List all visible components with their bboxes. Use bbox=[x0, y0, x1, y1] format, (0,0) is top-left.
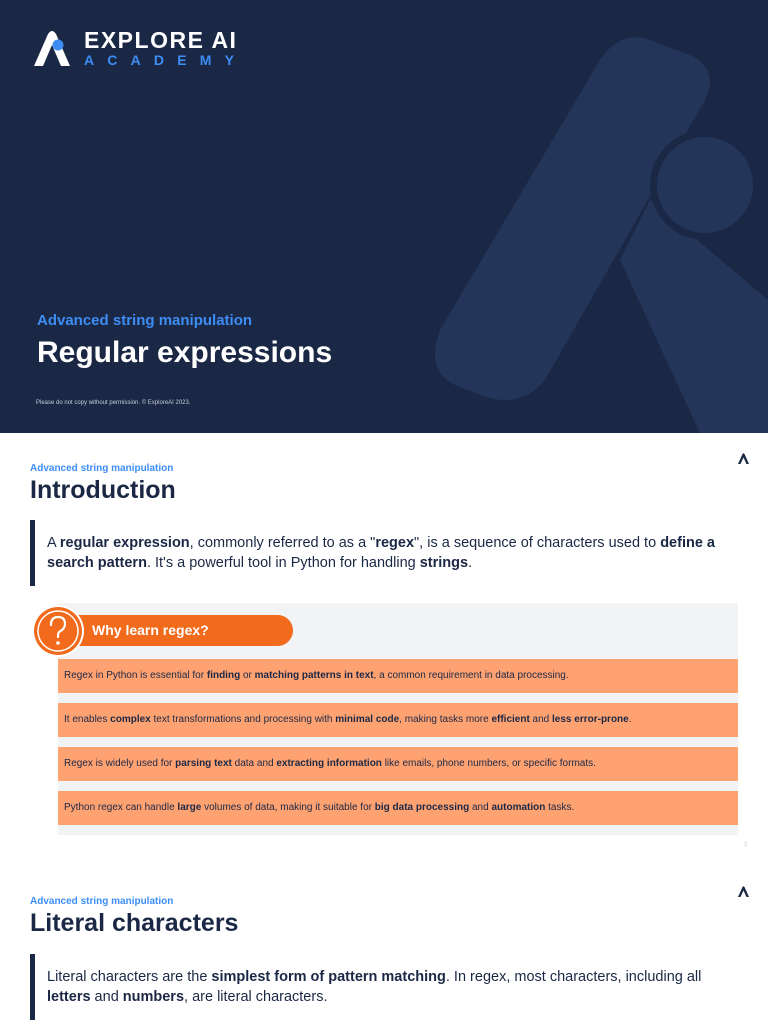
emphasis-text: complex bbox=[110, 714, 151, 725]
literal-characters-slide bbox=[0, 868, 768, 1024]
emphasis-text: finding bbox=[206, 670, 241, 681]
emphasis-text: minimal code bbox=[335, 714, 400, 725]
why-item: It enables complex text transformations and processing with minimal code, making tasks more efficient and less error-prone. bbox=[58, 703, 738, 737]
brand-name: EXPLORE AI bbox=[84, 27, 238, 53]
cover-title: Regular expressions bbox=[37, 336, 333, 369]
logo-mark-icon bbox=[30, 28, 74, 68]
cover-slide bbox=[0, 0, 768, 433]
why-item: Python regex can handle large volumes of data, making it suitable for big data processing and automation tasks. bbox=[58, 791, 738, 825]
cover-subtitle: Advanced string manipulation bbox=[37, 312, 253, 329]
intro-quote: A regular expression, commonly referred to as a "regex", is a sequence of characters used to define a search pattern. It's a powerful tool in Python for handling strings. bbox=[30, 520, 730, 586]
emphasis-text: matching patterns in text bbox=[254, 670, 374, 681]
emphasis-text: extracting information bbox=[276, 758, 382, 769]
copyright-notice: Please do not copy without permission. © ExploreAI 2023. bbox=[36, 400, 191, 406]
emphasis-text: parsing text bbox=[175, 758, 232, 769]
emphasis-text: numbers bbox=[122, 989, 185, 1005]
emphasis-text: regex bbox=[375, 535, 415, 551]
emphasis-text: efficient bbox=[491, 714, 530, 725]
slide-kicker: Advanced string manipulation bbox=[30, 896, 174, 907]
emphasis-text: define a search pattern bbox=[47, 535, 715, 571]
page-number: 2 bbox=[744, 842, 748, 848]
emphasis-text: automation bbox=[491, 802, 546, 813]
emphasis-text: simplest form of pattern matching bbox=[211, 969, 446, 985]
emphasis-text: strings bbox=[419, 555, 469, 571]
emphasis-text: less error-prone bbox=[552, 714, 629, 725]
emphasis-text: letters bbox=[47, 989, 91, 1005]
why-item: Regex is widely used for parsing text data and extracting information like emails, phone numbers, or specific formats. bbox=[58, 747, 738, 781]
emphasis-text: regular expression bbox=[59, 535, 190, 551]
why-item: Regex in Python is essential for finding or matching patterns in text, a common requirement in data processing. bbox=[58, 659, 738, 693]
slide-heading: Introduction bbox=[30, 476, 176, 504]
explore-ai-logo bbox=[30, 28, 247, 68]
question-mark-icon bbox=[31, 604, 85, 658]
introduction-slide bbox=[0, 433, 768, 853]
slide-heading: Literal characters bbox=[30, 909, 239, 937]
why-learn-header: Why learn regex? bbox=[60, 615, 293, 646]
corner-logo-icon bbox=[737, 886, 750, 898]
emphasis-text: big data processing bbox=[374, 802, 470, 813]
slide-kicker: Advanced string manipulation bbox=[30, 463, 174, 474]
emphasis-text: large bbox=[177, 802, 202, 813]
literal-quote: Literal characters are the simplest form of pattern matching. In regex, most characters, including all letters and numbers, are literal characters. bbox=[30, 954, 730, 1020]
corner-logo-icon bbox=[737, 453, 750, 465]
brand-subname: ACADEMY bbox=[84, 52, 248, 68]
